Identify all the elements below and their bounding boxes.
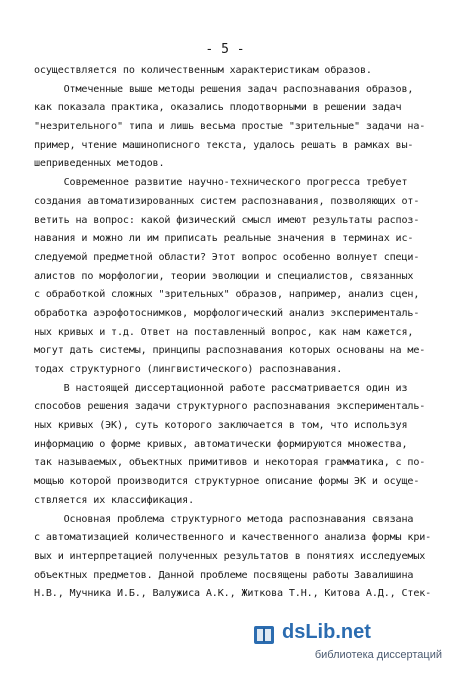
text-line: обработка аэрофотоснимков, морфологический анализ эксперименталь-	[34, 307, 420, 319]
text-line: так называемых, объектных примитивов и некоторая грамматика, с по-	[34, 457, 426, 469]
text-line: объектных предметов. Данной проблеме посвящены работы Завалишина	[34, 569, 414, 581]
text-line: Современное развитие научно-технического прогресса требует	[34, 177, 408, 189]
text-line: с автоматизацией количественного и качественного анализа формы кри-	[34, 532, 432, 544]
text-line: как показала практика, оказались плодотворными в решении задач	[34, 102, 402, 114]
text-line: ных кривых и т.д. Ответ на поставленный вопрос, как нам кажется,	[34, 326, 414, 338]
text-line: ствляется их классификация.	[34, 494, 195, 506]
body-text	[34, 62, 434, 604]
text-line: с обработкой сложных "зрительных" образов, например, анализ сцен,	[34, 289, 420, 301]
text-line: информацию о форме кривых, автоматически формируются множества,	[34, 438, 408, 450]
text-line: Н.В., Мучника И.Б., Валужиса А.К., Житкова Т.Н., Китова А.Д., Стек-	[34, 588, 432, 600]
text-line: вых и интерпретацией полученных результатов в понятиях исследуемых	[34, 550, 426, 562]
text-line: Отмеченные выше методы решения задач распознавания образов,	[34, 83, 414, 95]
text-line: мощью которой производится структурное описание формы ЭК и осуще-	[34, 476, 420, 488]
text-line: пример, чтение машинописного текста, удалось решать в рамках вы-	[34, 139, 414, 151]
text-line: способов решения задачи структурного распознавания эксперименталь-	[34, 401, 426, 413]
text-line: осуществляется по количественным характеристикам образов.	[34, 65, 372, 76]
text-line: создания автоматизированных систем распознавания, позволяющих от-	[34, 195, 420, 207]
text-line: ветить на вопрос: какой физический смысл имеют результаты распоз-	[34, 214, 420, 226]
text-line: ных кривых (ЭК), суть которого заключается в том, что используя	[34, 420, 408, 432]
text-line: следуемой предметной области? Этот вопрос особенно волнует специ-	[34, 251, 420, 263]
text-line: тодах структурного (лингвистического) распознавания.	[34, 364, 343, 375]
watermark-brand: dsLib.net	[282, 621, 371, 643]
page-number: - 5 -	[205, 42, 245, 57]
text-line: навания и можно ли им приписать реальные значения в терминах ис-	[34, 233, 414, 245]
text-line: Основная проблема структурного метода распознавания связана	[34, 513, 414, 525]
text-line: шеприведенных методов.	[34, 158, 165, 170]
book-icon	[252, 623, 276, 647]
text-line: алистов по морфологии, теории эволюции и специалистов, связанных	[34, 270, 414, 282]
text-line: В настоящей диссертационной работе рассматривается один из	[34, 382, 408, 394]
watermark-subtitle: библиотека диссертаций	[314, 649, 442, 661]
text-line: могут дать системы, принципы распознавания которых основаны на ме-	[34, 345, 426, 357]
text-line: "незрительного" типа и лишь весьма простые "зрительные" задачи на-	[34, 121, 426, 133]
watermark	[252, 623, 442, 665]
